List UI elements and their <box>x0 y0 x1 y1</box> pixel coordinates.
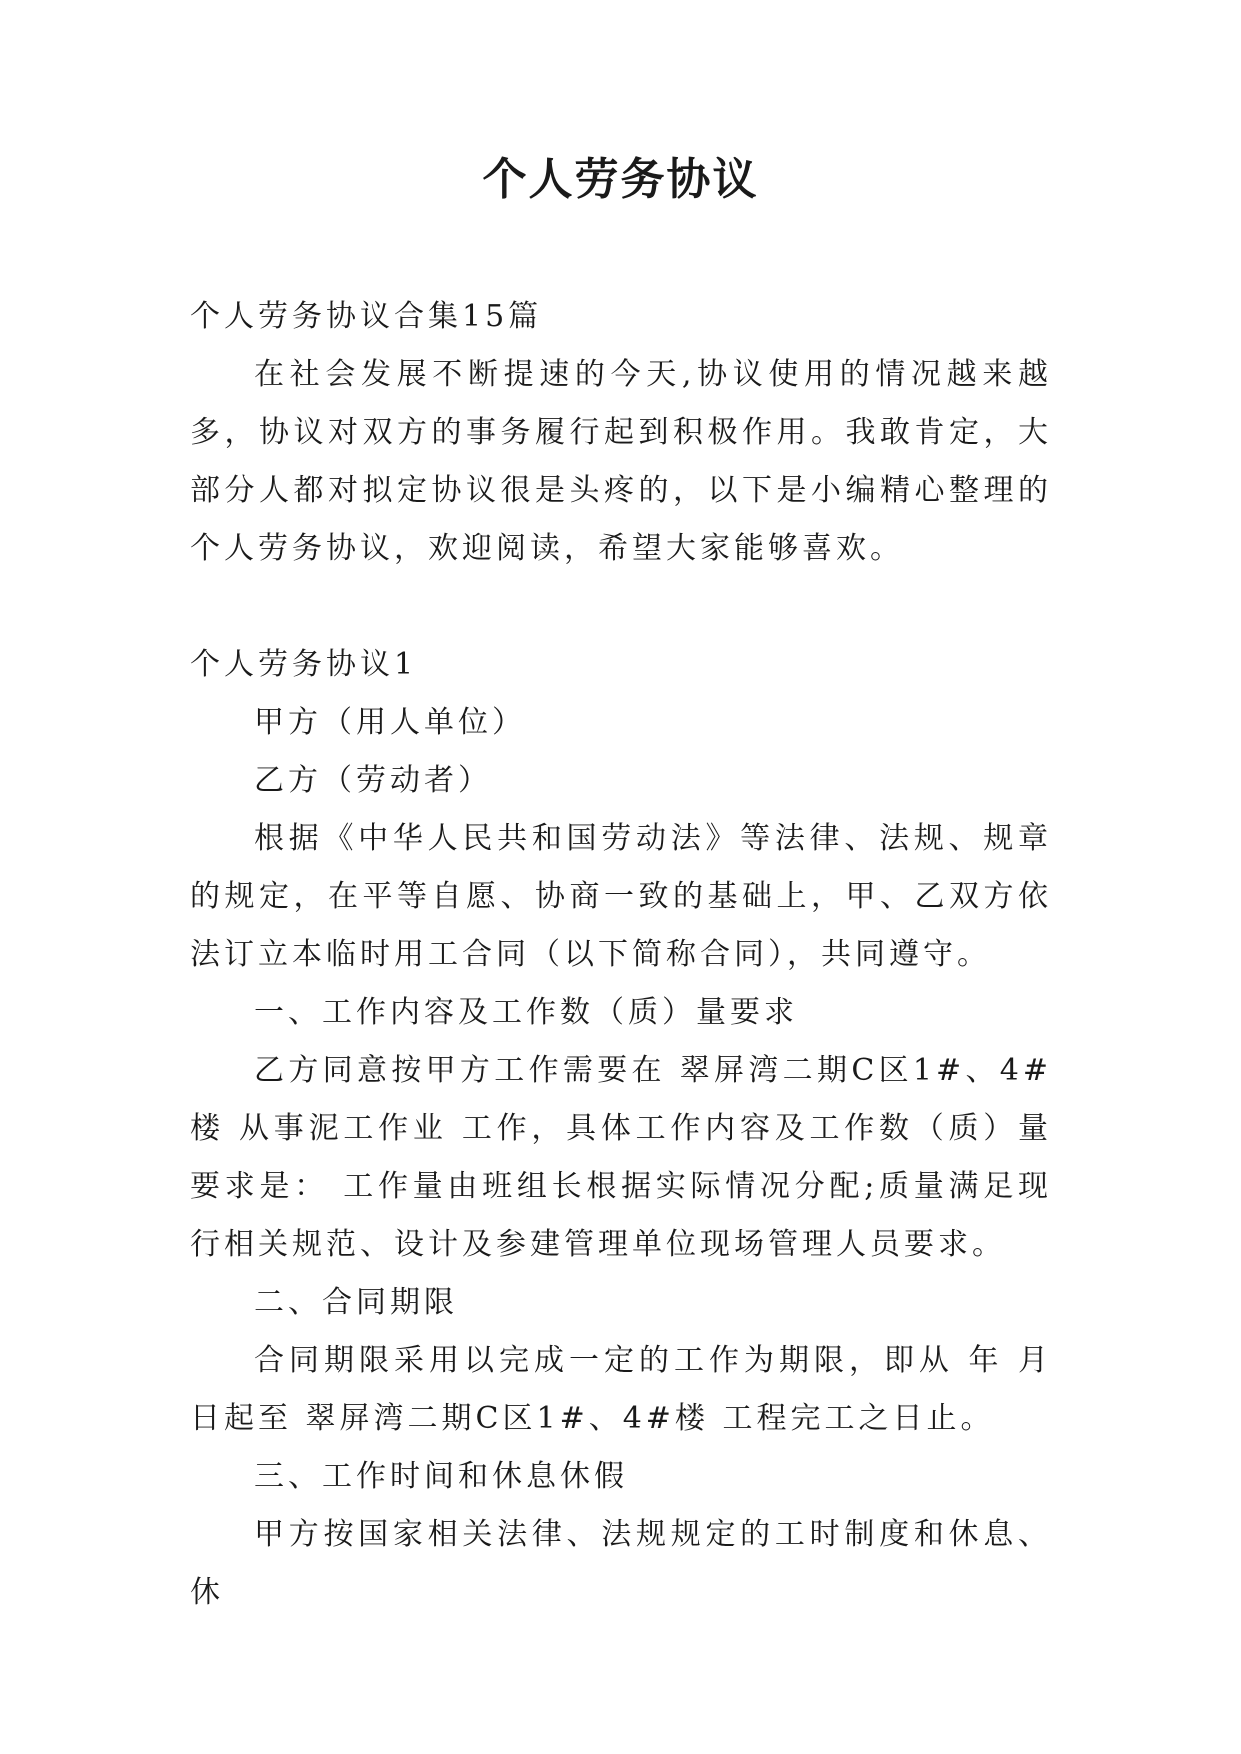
section-3-heading: 三、工作时间和休息休假 <box>254 1459 628 1494</box>
intro-paragraph: 在社会发展不断提速的今天,协议使用的情况越来越多，协议对双方的事务履行起到积极作用。我敢肯定，大部分人都对拟定协议很是头疼的，以下是小编精心整理的个人劳务协议，欢迎阅读，希望大家能够喜欢。 <box>190 357 1052 566</box>
agreement-1-heading: 个人劳务协议1 <box>190 647 418 682</box>
party-b-line: 乙方（劳动者） <box>254 763 492 798</box>
collection-heading: 个人劳务协议合集15篇 <box>190 299 543 334</box>
party-a-line: 甲方（用人单位） <box>254 705 526 740</box>
section-1-paragraph: 乙方同意按甲方工作需要在 翠屏湾二期C区1#、4#楼 从事泥工作业 工作，具体工作内容及工作数（质）量要求是： 工作量由班组长根据实际情况分配;质量满足现行相关规范、设计及参建管理单位现场管理人员要求。 <box>190 1053 1052 1262</box>
section-2-heading: 二、合同期限 <box>254 1285 458 1320</box>
document-body <box>190 288 1052 1622</box>
section-2-paragraph: 合同期限采用以完成一定的工作为期限，即从 年 月 日起至 翠屏湾二期C区1#、4#楼 工程完工之日止。 <box>190 1343 1052 1436</box>
document-title: 个人劳务协议 <box>482 154 759 205</box>
section-1-heading: 一、工作内容及工作数（质）量要求 <box>254 995 798 1030</box>
preamble-paragraph: 根据《中华人民共和国劳动法》等法律、法规、规章的规定，在平等自愿、协商一致的基础上，甲、乙双方依法订立本临时用工合同（以下简称合同），共同遵守。 <box>190 821 1052 972</box>
section-3-paragraph: 甲方按国家相关法律、法规规定的工时制度和休息、休 <box>190 1517 1052 1610</box>
